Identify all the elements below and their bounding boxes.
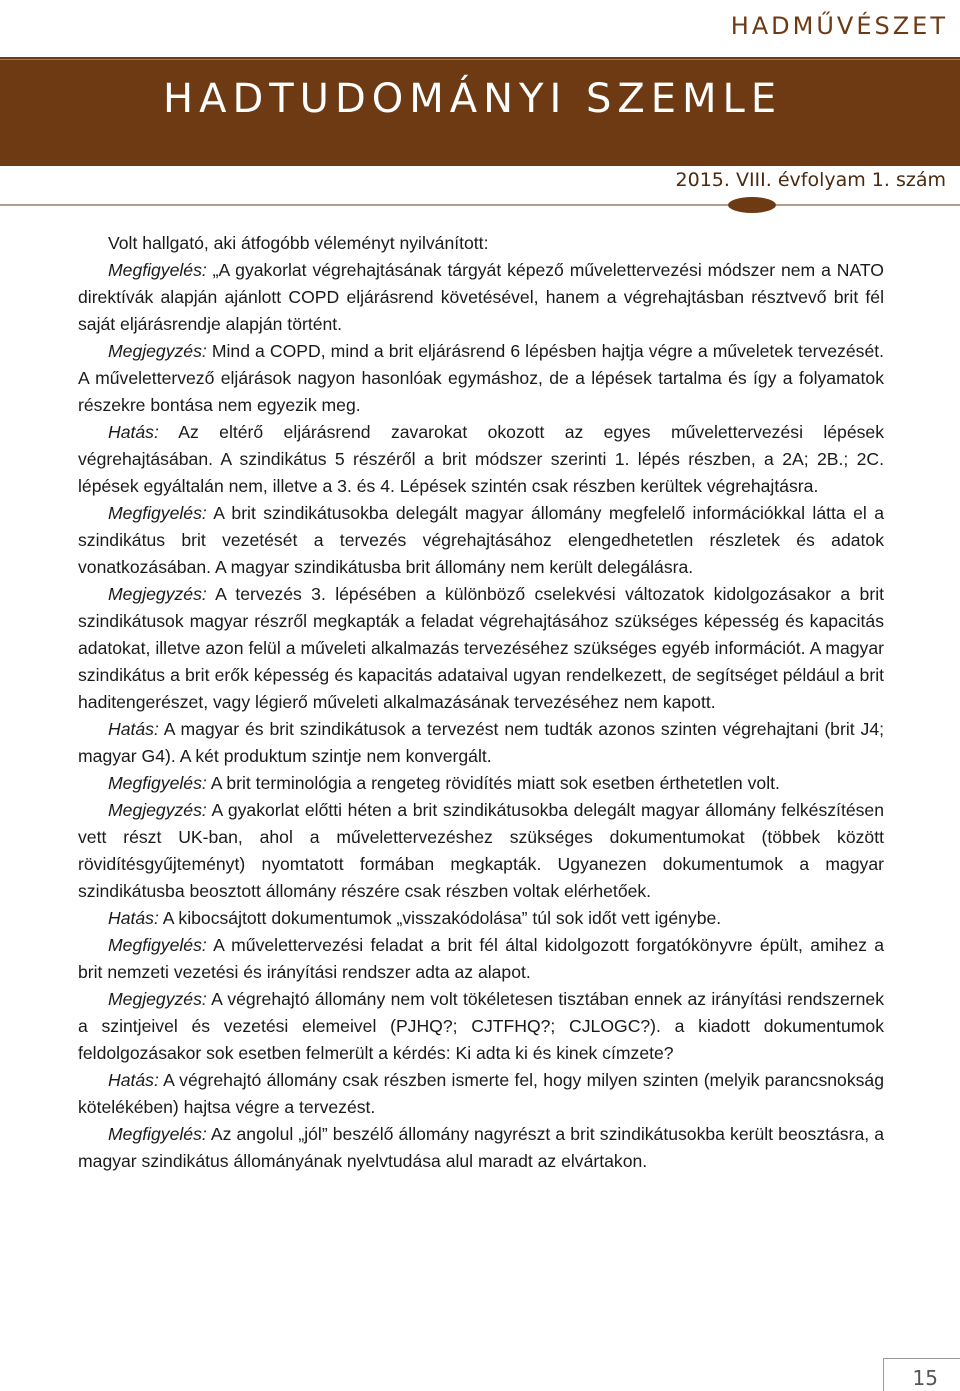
banner-divider [0, 59, 960, 60]
paragraph: Megjegyzés: A tervezés 3. lépésében a különböző cselekvési változatok kidolgozásakor a brit szindikátusok magyar részről megkapták a feladat végrehajtásához szükséges képesség és kapacitás adatokat, illetve azon felül a műveleti alkalmazás tervezéséhez szükséges egyéb információt. A magyar szindikátus a brit erők képesség és kapacitás adataival ugyan rendelkezett, de segítséget például a brit haditengerészet, vagy légierő műveleti alkalmazásának tervezéséhez nem kapott. [78, 584, 884, 712]
paragraph: Megjegyzés: A végrehajtó állomány nem volt tökéletesen tisztában ennek az irányítási rendszernek a szintjeivel és vezetési elemeivel (PJHQ?; CJTFHQ?; CJLOGC?). a kiadott dokumentumok feldolgozásakor sok esetben felmerült a kérdés: Ki adta ki és kinek címzete? [78, 989, 884, 1063]
decorative-rule [0, 197, 960, 205]
paragraph: Megfigyelés: Az angolul „jól” beszélő állomány nagyrészt a brit szindikátusokba került beosztásra, a magyar szindikátus állományának nyelvtudása alul maradt az elvártakon. [78, 1124, 884, 1171]
article-body [78, 230, 884, 1175]
footer-corner-horizontal [883, 1358, 960, 1359]
issue-info: 2015. VIII. évfolyam 1. szám [675, 169, 946, 191]
paragraph: Hatás: A végrehajtó állomány csak részben ismerte fel, hogy milyen szinten (melyik parancsnokság kötelékében) hajtsa végre a tervezést. [78, 1070, 884, 1117]
paragraph: Hatás: Az eltérő eljárásrend zavarokat okozott az egyes művelettervezési lépések végrehajtásában. A szindikátus 5 részéről a brit módszer szerinti 1. lépés részben, a 2A; 2B.; 2C. lépések egyáltalán nem, illetve a 3. és 4. Lépések szintén csak részben kerültek végrehajtásra. [78, 422, 884, 496]
paragraph: Hatás: A kibocsájtott dokumentumok „visszakódolása” túl sok időt vett igénybe. [108, 908, 722, 928]
paragraph: Megjegyzés: Mind a COPD, mind a brit eljárásrend 6 lépésben hajtja végre a műveletek tervezését. A művelettervező eljárások nagyon hasonlóak egymáshoz, de a lépések tartalma és így a folyamatok részekre bontása nem egyezik meg. [78, 341, 884, 415]
footer-corner-vertical [883, 1358, 884, 1391]
paragraph: Hatás: A magyar és brit szindikátusok a tervezést nem tudták azonos szinten végrehajtani (brit J4; magyar G4). A két produktum szintje nem konvergált. [78, 719, 884, 766]
paragraph: Megfigyelés: A brit terminológia a rengeteg rövidítés miatt sok esetben érthetetlen volt. [108, 773, 780, 793]
paragraph: Megjegyzés: A gyakorlat előtti héten a brit szindikátusokba delegált magyar állomány felkészítésen vett részt UK-ban, ahol a művelettervezéshez szükséges dokumentumokat (többek között rövidítésgyűjteményt) nyomtatott formában megkapták. Ugyanezen dokumentumok a magyar szindikátusba beosztott állomány részére csak részben voltak elérhetőek. [78, 800, 884, 901]
section-label: HADMŰVÉSZET [730, 12, 948, 40]
paragraph: Megfigyelés: „A gyakorlat végrehajtásának tárgyát képező művelettervezési módszer nem a NATO direktívák alapján ajánlott COPD eljárásrend követésével, hanem a végrehajtásban résztvevő brit fél saját eljárásrendje alapján történt. [78, 260, 884, 334]
paragraph: Megfigyelés: A művelettervezési feladat a brit fél által kidolgozott forgatókönyvre épült, amihez a brit nemzeti vezetési és irányítási rendszer adta az alapot. [78, 935, 884, 982]
journal-title: HADTUDOMÁNYI SZEMLE [163, 76, 783, 122]
paragraph: Volt hallgató, aki átfogóbb véleményt nyilvánított: [108, 233, 489, 253]
page-number: 15 [912, 1366, 938, 1390]
paragraph: Megfigyelés: A brit szindikátusokba delegált magyar állomány megfelelő információkkal látta el a szindikátus brit vezetését a tervezés végrehajtásához elengedhetetlen részletek és adatok vonatkozásában. A magyar szindikátusba brit állomány nem került delegálásra. [78, 503, 884, 577]
